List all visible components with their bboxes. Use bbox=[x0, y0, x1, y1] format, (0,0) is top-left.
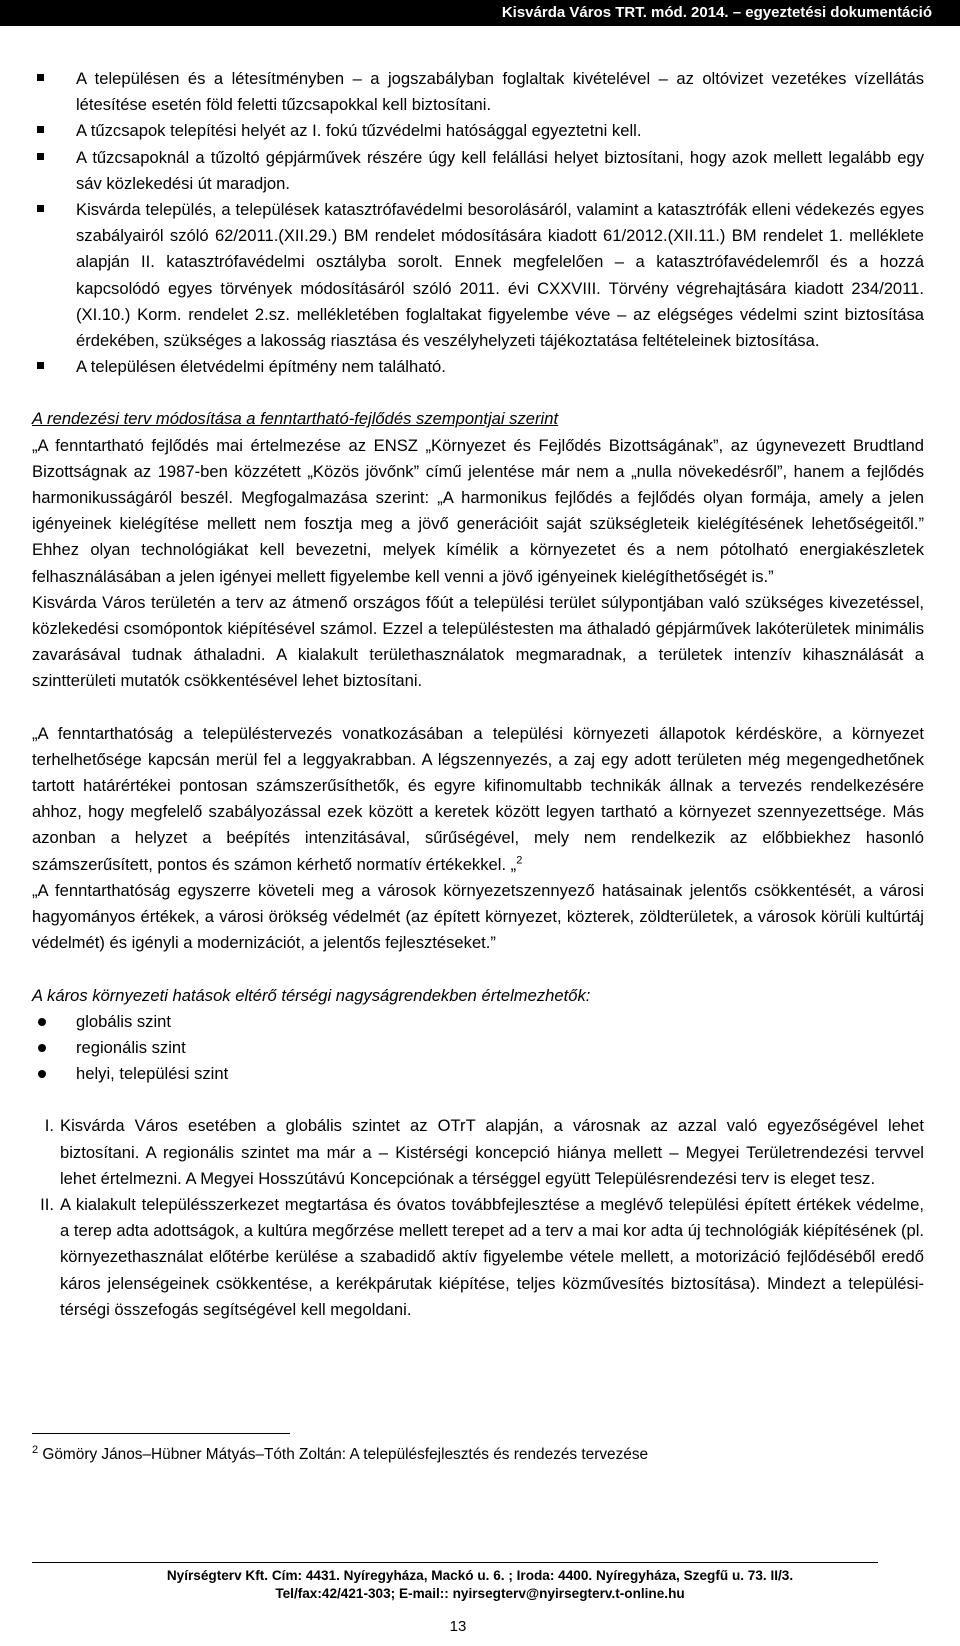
list-number: II. bbox=[40, 1194, 54, 1214]
document-body bbox=[32, 66, 924, 1323]
page-footer bbox=[0, 1567, 960, 1603]
list-item: A településen és a létesítményben – a jogszabályban foglaltak kivételével – az oltóvizet vezetékes vízellátás létesítése esetén föld feletti tűzcsapokkal kell biztosítani. bbox=[32, 66, 924, 118]
list-item: A településen életvédelmi építmény nem található. bbox=[32, 354, 924, 380]
footnote-reference: 2 bbox=[516, 854, 523, 867]
roman-numbered-list bbox=[32, 1113, 924, 1323]
footnote-text: Gömöry János–Hübner Mátyás–Tóth Zoltán: A településfejlesztés és rendezés tervezése bbox=[42, 1446, 649, 1463]
square-bullet-icon bbox=[37, 362, 44, 369]
document-header bbox=[0, 0, 960, 26]
square-bullet-icon bbox=[37, 205, 44, 212]
list-item: I. Kisvárda Város esetében a globális szintet az OTrT alapján, a városnak az azzal való egyezőségével lehet biztosítani. A regionális szintet ma már a – Kistérségi koncepció hiánya mellett – Megyei Területrendezési tervvel lehet értelmezni. A Megyei Hosszútávú Koncepciónak a térséggel együtt Településrendezési terv is eleget tesz. bbox=[32, 1113, 924, 1192]
footer-contact: Tel/fax:42/421-303; E-mail:: nyirsegterv@nyirsegterv.t-online.hu bbox=[275, 1586, 685, 1601]
environmental-impact-heading: A káros környezeti hatások eltérő térségi nagyságrendekben értelmezhetők: bbox=[32, 985, 591, 1005]
list-item: A tűzcsapok telepítési helyét az I. fokú tűzvédelmi hatósággal egyeztetni kell. bbox=[32, 118, 924, 144]
paragraph: Kisvárda Város területén a terv az átmenő országos főút a települési terület súlypontjában való szükséges kivezetéssel, közlekedési csomópontok kiépítésével számol. Ezzel a településtesten ma áthaladó gépjárművek lakóterületek minimális zavarásával tudnak áthaladni. A kialakult területhasználatok megmaradnak, a területek intenzív kihasználását a szintterületi mutatók csökkentésével lehet biztosítani. bbox=[32, 592, 924, 691]
list-item: A tűzcsapoknál a tűzoltó gépjárművek részére úgy kell felállási helyet biztosítani, hogy azok mellett legalább egy sáv közlekedési út maradjon. bbox=[32, 145, 924, 197]
square-bullet-icon bbox=[37, 126, 44, 133]
round-bullet-icon bbox=[38, 1070, 46, 1078]
paragraph: „A fenntarthatóság a településtervezés vonatkozásában a települési környezeti állapotok kérdésköre, a környezet terhelhetősége kapcsán merül fel a leggyakrabban. A légszennyezés, a zaj egy adott területen még megengedhetőnek tartott határértékei pontosan számszerűsíthetők, és egyre kifinomultabb technikák állnak a tervezés rendelkezésére ahhoz, hogy megfelelő szabályozással ezek között a keretek között legyen tartható a környezet szennyezettsége. Más azonban a helyzet a beépítés intenzitásával, sűrűségével, mely nem rendelkezik az előbbiekhez hasonló számszerűsített, pontos és számon kérhető normatív értékekkel. „$^2$ bbox=[32, 723, 924, 874]
paragraph: „A fenntartható fejlődés mai értelmezése az ENSZ „Környezet és Fejlődés Bizottságának”, az úgynevezett Brudtland Bizottságnak az 1987-ben közzétett „Közös jövőnk” című jelentése már nem a „nulla növekedésről”, hanem a fejlődés harmonikusságáról beszél. Megfogalmazása szerint: „A harmonikus fejlődés a fejlődés olyan formája, amely a jelen igényeinek kielégítése mellett nem fosztja meg a jövő generációit saját szükségleteik kielégítésének lehetőségeitől.” Ehhez olyan technológiákat kell bevezetni, melyek kímélik a környezetet és a nem pótolható energiakészletek felhasználásában a jelen igényei mellett figyelembe kell venni a jövő igényeinek kielégíthetőségét is.” bbox=[32, 435, 924, 586]
list-item: globális szint bbox=[32, 1009, 924, 1035]
footer-address: Nyírségterv Kft. Cím: 4431. Nyíregyháza, Mackó u. 6. ; Iroda: 4400. Nyíregyháza, Szegfű u. 73. II/3. bbox=[166, 1568, 794, 1583]
round-bullet-icon bbox=[38, 1044, 46, 1052]
list-item: II. A kialakult településszerkezet megtartása és óvatos továbbfejlesztése a meglévő települési épített értékek védelme, a terep adta adottságok, a kultúra megőrzése mellett terepet ad a terv a mai kor adta új technológiák kiépítésének (pl. környezethasználat előtérbe kerülése a szabadidő aktív figyelembe vétele mellett, a motorizáció fejlődéséből eredő káros jelenségeinek csökkentése, a kerékpárutak kiépítése, teljes közművesítés biztosítása). Mindezt a települési-térségi összefogás segítségével kell megoldani. bbox=[32, 1192, 924, 1323]
list-number: I. bbox=[44, 1116, 54, 1136]
footer-divider bbox=[32, 1562, 878, 1563]
square-bullet-icon bbox=[37, 153, 44, 160]
square-bullet-icon bbox=[37, 74, 44, 81]
paragraph: „A fenntarthatóság egyszerre követeli meg a városok környezetszennyező hatásainak jelentős csökkentését, a városi hagyományos értékek, a városi örökség védelmét (az épített környezet, közterek, zöldterületek, a városok körüli kultúrtáj védelmét) és igényli a modernizációt, a jelentős fejlesztéseket.” bbox=[32, 880, 924, 953]
list-item: regionális szint bbox=[32, 1035, 924, 1061]
fire-safety-bullet-list bbox=[32, 66, 924, 380]
list-item: Kisvárda település, a települések katasztrófavédelmi besorolásáról, valamint a katasztrófák elleni védekezés egyes szabályairól szóló 62/2011.(XII.29.) BM rendelet módosítására kiadott 61/2012.(XII.11.) BM rendelet 1. melléklete alapján II. katasztrófavédelmi osztályba sorolt. Ennek megfelelően – a katasztrófavédelemről és a hozzá kapcsolódó egyes törvények módosításáról szóló 2011. évi CXXVIII. Törvény végrehajtására kiadott 234/2011.(XI.10.) Korm. rendelet 2.sz. mellékletében foglaltakat figyelembe véve – az elégséges védelmi szint biztosítása érdekében, szükséges a lakosság riasztása és veszélyhelyzeti tájékoztatása feltételeinek biztosítása. bbox=[32, 197, 924, 354]
header-title: Kisvárda Város TRT. mód. 2014. – egyeztetési dokumentáció bbox=[501, 4, 932, 21]
footnote-number: 2 bbox=[32, 1443, 39, 1456]
round-bullet-icon bbox=[38, 1018, 46, 1026]
sustainability-heading: A rendezési terv módosítása a fenntartható-fejlődés szempontjai szerint bbox=[32, 409, 559, 429]
footnote-divider bbox=[32, 1433, 290, 1434]
impact-levels-list bbox=[32, 1009, 924, 1088]
page-number: 13 bbox=[449, 1618, 467, 1635]
footnote bbox=[32, 1443, 649, 1464]
list-item: helyi, települési szint bbox=[32, 1061, 924, 1087]
